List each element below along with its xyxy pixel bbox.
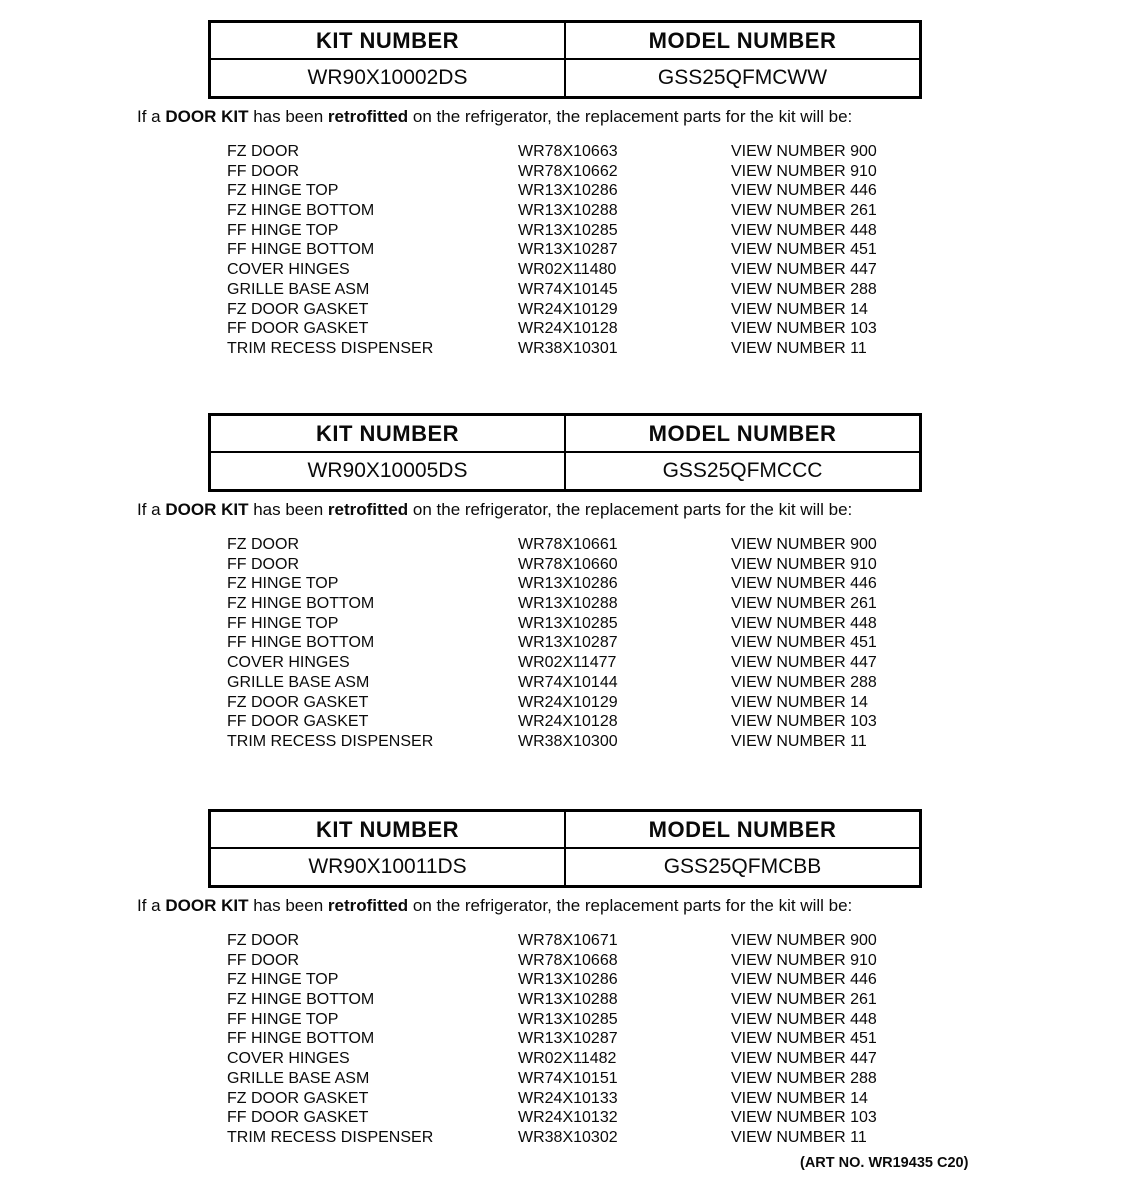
parts-row [0,1089,1125,1109]
part-name-cell: GRILLE BASE ASM [227,280,370,298]
view-number-cell: VIEW NUMBER 447 [731,261,877,279]
view-number-cell: VIEW NUMBER 103 [731,713,877,731]
view-number-cell: VIEW NUMBER 910 [731,162,877,180]
parts-row [0,142,1125,162]
note-text: on the refrigerator, the replacement parts for the kit will be: [408,896,853,915]
view-number-cell: VIEW NUMBER 11 [731,1128,867,1146]
part-name-cell: FF DOOR GASKET [227,1109,369,1127]
view-number-cell: VIEW NUMBER 14 [731,693,868,711]
part-number-cell: WR24X10129 [518,693,618,711]
part-number-cell: WR13X10286 [518,575,618,593]
parts-row [0,594,1125,614]
view-number-cell: VIEW NUMBER 447 [731,1050,877,1068]
part-number-cell: WR24X10133 [518,1089,618,1107]
part-number-cell: WR13X10285 [518,221,618,239]
parts-row [0,951,1125,971]
view-number-cell: VIEW NUMBER 261 [731,595,877,613]
model-number-header: MODEL NUMBER [565,22,921,60]
kit-number-header: KIT NUMBER [210,811,566,849]
view-number-cell: VIEW NUMBER 910 [731,555,877,573]
view-number-cell: VIEW NUMBER 288 [731,1069,877,1087]
view-number-cell: VIEW NUMBER 11 [731,339,867,357]
part-number-cell: WR78X10660 [518,555,618,573]
parts-row [0,712,1125,732]
part-name-cell: COVER HINGES [227,261,350,279]
parts-row [0,240,1125,260]
part-number-cell: WR13X10288 [518,202,618,220]
view-number-cell: VIEW NUMBER 11 [731,732,867,750]
part-number-cell: WR13X10287 [518,1030,618,1048]
kit-model-table [208,20,922,99]
part-number-cell: WR13X10288 [518,595,618,613]
art-number-footer: (ART NO. WR19435 C20) [800,1155,969,1171]
note-text: If a [137,896,166,915]
view-number-cell: VIEW NUMBER 451 [731,241,877,259]
view-number-cell: VIEW NUMBER 900 [731,932,877,949]
part-number-cell: WR13X10286 [518,971,618,989]
part-number-cell: WR24X10128 [518,320,618,338]
part-number-cell: WR02X11480 [518,261,617,279]
part-name-cell: FZ DOOR [227,143,299,160]
part-name-cell: FF DOOR GASKET [227,713,369,731]
retrofit-note [137,107,852,127]
view-number-cell: VIEW NUMBER 288 [731,280,877,298]
part-number-cell: WR74X10145 [518,280,618,298]
parts-row [0,201,1125,221]
part-name-cell: FZ HINGE TOP [227,575,339,593]
note-text: on the refrigerator, the replacement parts for the kit will be: [408,107,853,126]
note-text: If a [137,107,166,126]
note-text: has been [248,896,328,915]
part-name-cell: FF HINGE BOTTOM [227,241,375,259]
parts-row [0,221,1125,241]
part-number-cell: WR24X10132 [518,1109,618,1127]
view-number-cell: VIEW NUMBER 448 [731,614,877,632]
kit-number-value: WR90X10002DS [210,59,566,98]
parts-row [0,990,1125,1010]
part-name-cell: FZ HINGE TOP [227,971,339,989]
parts-row [0,555,1125,575]
part-number-cell: WR78X10662 [518,162,618,180]
part-number-cell: WR13X10287 [518,241,618,259]
note-text: If a [137,500,166,519]
view-number-cell: VIEW NUMBER 448 [731,221,877,239]
part-name-cell: FF HINGE TOP [227,221,339,239]
kit-model-table [208,413,922,492]
parts-row [0,574,1125,594]
view-number-cell: VIEW NUMBER 900 [731,143,877,160]
parts-row [0,339,1125,359]
view-number-cell: VIEW NUMBER 910 [731,951,877,969]
parts-row [0,693,1125,713]
view-number-cell: VIEW NUMBER 451 [731,1030,877,1048]
kit-number-header: KIT NUMBER [210,415,566,453]
view-number-cell: VIEW NUMBER 451 [731,634,877,652]
part-number-cell: WR13X10285 [518,614,618,632]
model-number-header: MODEL NUMBER [565,415,921,453]
parts-row [0,260,1125,280]
kit-number-value: WR90X10011DS [210,848,566,887]
part-name-cell: FZ HINGE TOP [227,182,339,200]
parts-row [0,1128,1125,1148]
view-number-cell: VIEW NUMBER 103 [731,1109,877,1127]
part-name-cell: FF HINGE TOP [227,614,339,632]
parts-row [0,1029,1125,1049]
part-name-cell: FF DOOR GASKET [227,320,369,338]
table-value-row [210,848,921,887]
part-number-cell: WR78X10671 [518,932,618,949]
part-number-cell: WR74X10144 [518,673,618,691]
part-name-cell: GRILLE BASE ASM [227,673,370,691]
view-number-cell: VIEW NUMBER 446 [731,575,877,593]
part-name-cell: FF DOOR [227,951,299,969]
table-header-row [210,811,921,849]
view-number-cell: VIEW NUMBER 900 [731,536,877,553]
model-number-value: GSS25QFMCCC [565,452,921,491]
part-name-cell: FF DOOR [227,555,299,573]
part-name-cell: FZ HINGE BOTTOM [227,595,375,613]
part-number-cell: WR74X10151 [518,1069,618,1087]
part-name-cell: FF DOOR [227,162,299,180]
kit-model-table [208,809,922,888]
parts-row [0,732,1125,752]
part-name-cell: FZ HINGE BOTTOM [227,202,375,220]
part-name-cell: COVER HINGES [227,1050,350,1068]
note-text: has been [248,107,328,126]
model-number-value: GSS25QFMCBB [565,848,921,887]
view-number-cell: VIEW NUMBER 261 [731,202,877,220]
part-name-cell: TRIM RECESS DISPENSER [227,339,434,357]
note-bold-door-kit: DOOR KIT [165,896,249,915]
parts-row [0,280,1125,300]
parts-row [0,300,1125,320]
part-number-cell: WR78X10663 [518,143,618,160]
part-number-cell: WR78X10661 [518,536,618,553]
view-number-cell: VIEW NUMBER 103 [731,320,877,338]
part-number-cell: WR38X10300 [518,732,618,750]
part-name-cell: FZ DOOR GASKET [227,300,369,318]
view-number-cell: VIEW NUMBER 448 [731,1010,877,1028]
parts-row [0,1069,1125,1089]
part-name-cell: FZ DOOR GASKET [227,1089,369,1107]
table-value-row [210,452,921,491]
parts-row [0,931,1125,951]
note-bold-door-kit: DOOR KIT [165,107,249,126]
note-text: has been [248,500,328,519]
part-number-cell: WR24X10128 [518,713,618,731]
part-name-cell: GRILLE BASE ASM [227,1069,370,1087]
view-number-cell: VIEW NUMBER 446 [731,182,877,200]
view-number-cell: VIEW NUMBER 14 [731,300,868,318]
parts-row [0,181,1125,201]
note-bold-retrofitted: retrofitted [327,896,409,915]
note-bold-door-kit: DOOR KIT [165,500,249,519]
model-number-value: GSS25QFMCWW [565,59,921,98]
parts-row [0,614,1125,634]
parts-row [0,1010,1125,1030]
parts-row [0,633,1125,653]
part-number-cell: WR78X10668 [518,951,618,969]
part-number-cell: WR13X10288 [518,991,618,1009]
part-name-cell: FZ HINGE BOTTOM [227,991,375,1009]
table-header-row [210,22,921,60]
parts-row [0,1108,1125,1128]
part-name-cell: FF HINGE BOTTOM [227,1030,375,1048]
kit-number-header: KIT NUMBER [210,22,566,60]
part-name-cell: TRIM RECESS DISPENSER [227,1128,434,1146]
part-name-cell: FZ DOOR [227,932,299,949]
part-number-cell: WR38X10302 [518,1128,618,1146]
parts-list [0,142,1125,359]
view-number-cell: VIEW NUMBER 447 [731,654,877,672]
note-text: on the refrigerator, the replacement parts for the kit will be: [408,500,853,519]
model-number-header: MODEL NUMBER [565,811,921,849]
part-number-cell: WR38X10301 [518,339,618,357]
part-name-cell: FZ DOOR [227,536,299,553]
part-number-cell: WR13X10285 [518,1010,618,1028]
part-number-cell: WR13X10287 [518,634,618,652]
parts-row [0,162,1125,182]
part-number-cell: WR02X11477 [518,654,617,672]
view-number-cell: VIEW NUMBER 14 [731,1089,868,1107]
table-value-row [210,59,921,98]
view-number-cell: VIEW NUMBER 261 [731,991,877,1009]
retrofit-note [137,500,852,520]
part-name-cell: TRIM RECESS DISPENSER [227,732,434,750]
note-bold-retrofitted: retrofitted [327,107,409,126]
part-name-cell: FF HINGE BOTTOM [227,634,375,652]
parts-row [0,319,1125,339]
parts-row [0,1049,1125,1069]
table-header-row [210,415,921,453]
view-number-cell: VIEW NUMBER 446 [731,971,877,989]
parts-list [0,535,1125,752]
parts-row [0,653,1125,673]
parts-list [0,931,1125,1148]
retrofit-note [137,896,852,916]
parts-row [0,970,1125,990]
note-bold-retrofitted: retrofitted [327,500,409,519]
part-number-cell: WR02X11482 [518,1050,617,1068]
part-number-cell: WR24X10129 [518,300,618,318]
kit-number-value: WR90X10005DS [210,452,566,491]
parts-row [0,673,1125,693]
part-number-cell: WR13X10286 [518,182,618,200]
view-number-cell: VIEW NUMBER 288 [731,673,877,691]
part-name-cell: FZ DOOR GASKET [227,693,369,711]
part-name-cell: FF HINGE TOP [227,1010,339,1028]
parts-row [0,535,1125,555]
part-name-cell: COVER HINGES [227,654,350,672]
